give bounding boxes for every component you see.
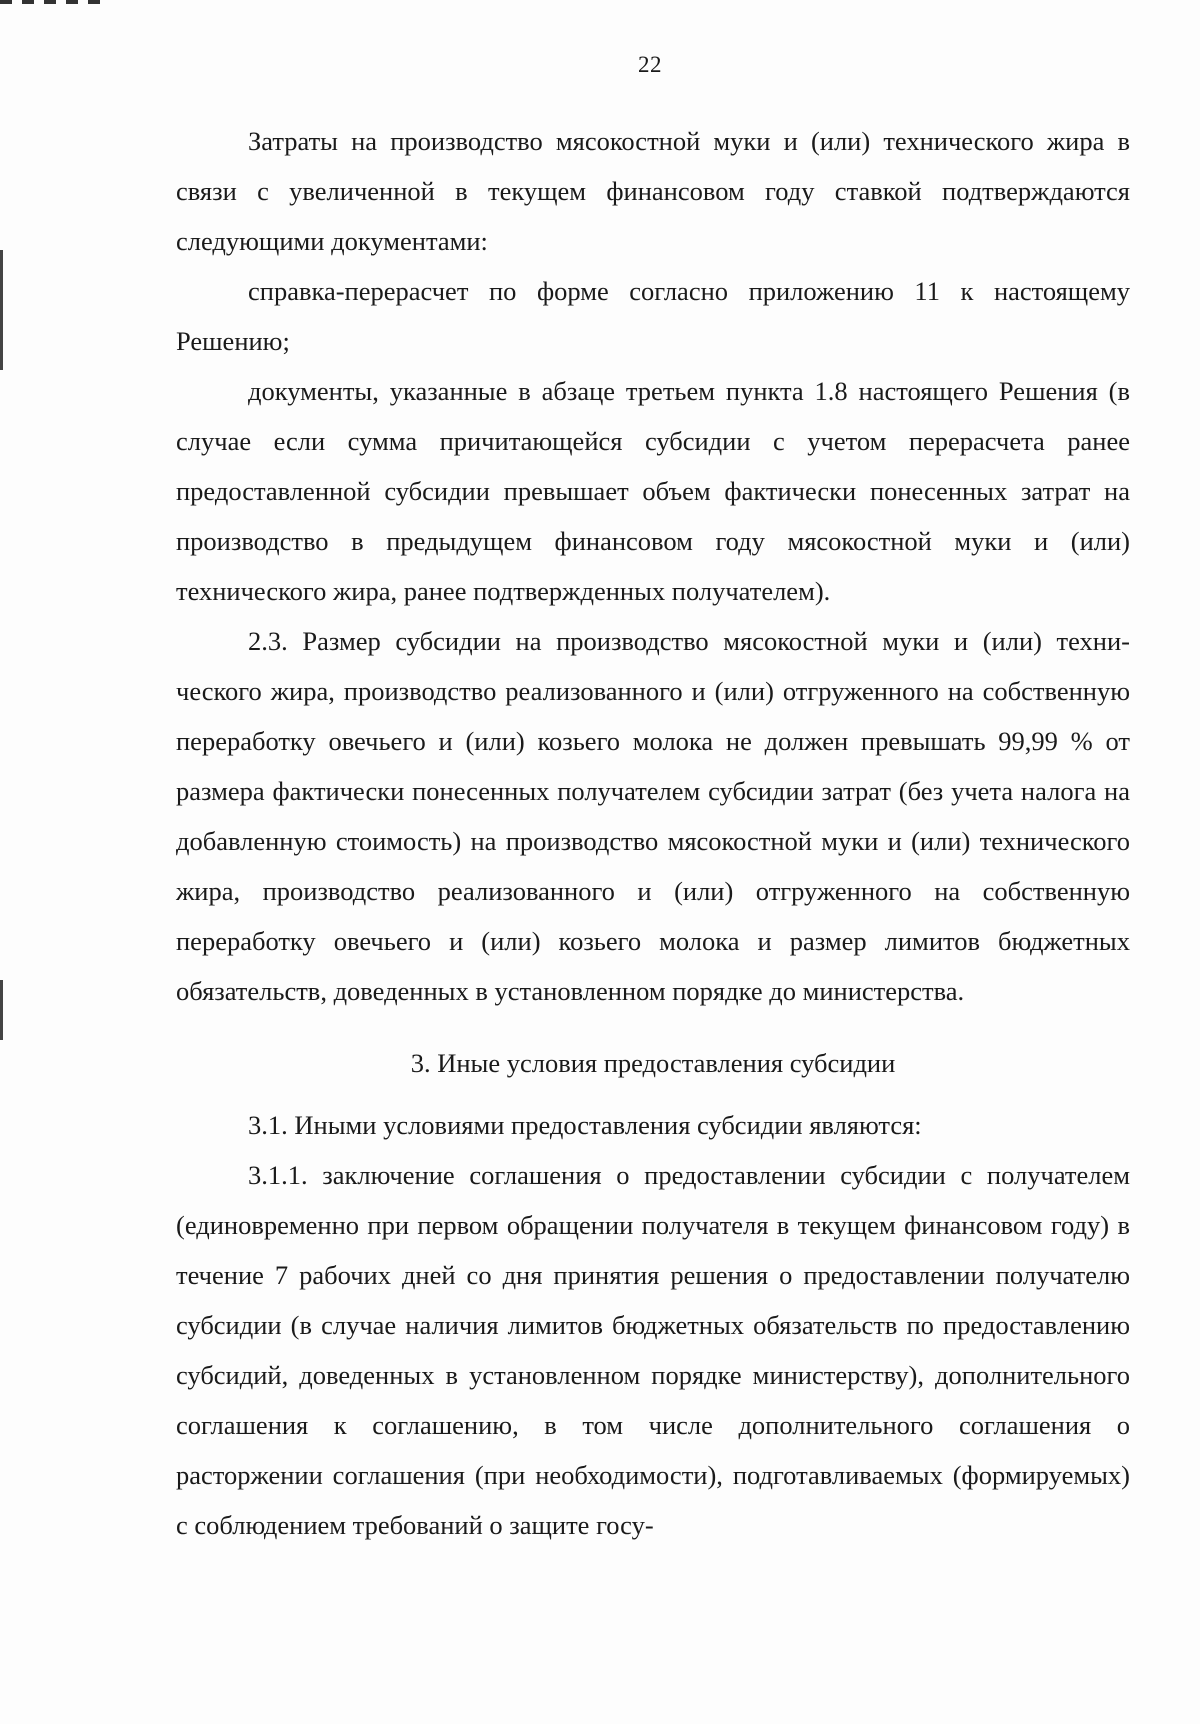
paragraph-other-conditions: 3.1. Иными условиями предоставления субсидии являются: [248,1110,922,1140]
scan-artifact-edge [0,250,3,370]
paragraph-agreement-conclusion: 3.1.1. заключение соглашения о предоставлении субсидии с получателем (единовременно при первом обращении получателя в текущем финансовом году) в течение 7 рабочих дней со дня принятия решения о предоставлении получателю субсидии (в случае наличия лимитов бюджетных обязательств по предоставлению субсидий, доведенных в установленном порядке министерству), дополнительного соглашения к соглашению, в том числе дополнительного соглашения о расторжении соглашения (при необходимости), подготавливаемых (формируемых) с соблюдением требований о защите госу- [176,1160,1130,1540]
document-body [176,116,1130,1550]
paragraph-costs-confirmation: Затраты на производство мясокостной муки и (или) технического жира в связи с увеличенной в текущем финансовом году ставкой подтверждаются следующими документами: [176,126,1130,256]
paragraph-documents-reference: документы, указанные в абзаце третьем пункта 1.8 настоящего Решения (в случае если сумма причитающейся субсидии с учетом перерасчета ранее предоставленной субсидии превышает объем фактически понесенных затрат на производство в предыдущем финансовом году мясокостной муки и (или) технического жира, ранее подтвержденных получателем). [176,376,1130,606]
paragraph-subsidy-size: 2.3. Размер субсидии на производство мясокостной муки и (или) технического жира, производство реализованного и (или) отгруженного на собственную переработку овечьего и (или) козьего молока не должен превышать 99,99 % от размера фактически понесенных получателем субсидии затрат (без учета налога на добавленную стоимость) на производство мясокостной муки и (или) технического жира, производство реализованного и (или) отгруженного на собственную переработку овечьего и (или) козьего молока и размер лимитов бюджетных обязательств, доведенных в установленном порядке до министерства. [176,626,1130,1006]
section-heading: 3. Иные условия предоставления субсидии [410,1048,896,1078]
scan-artifact-corner [0,0,100,4]
paragraph-recalculation-certificate: справка-перерасчет по форме согласно приложению 11 к настоящему Решению; [176,276,1130,356]
page-number: 22 [638,52,662,77]
scan-artifact-edge [0,980,3,1040]
